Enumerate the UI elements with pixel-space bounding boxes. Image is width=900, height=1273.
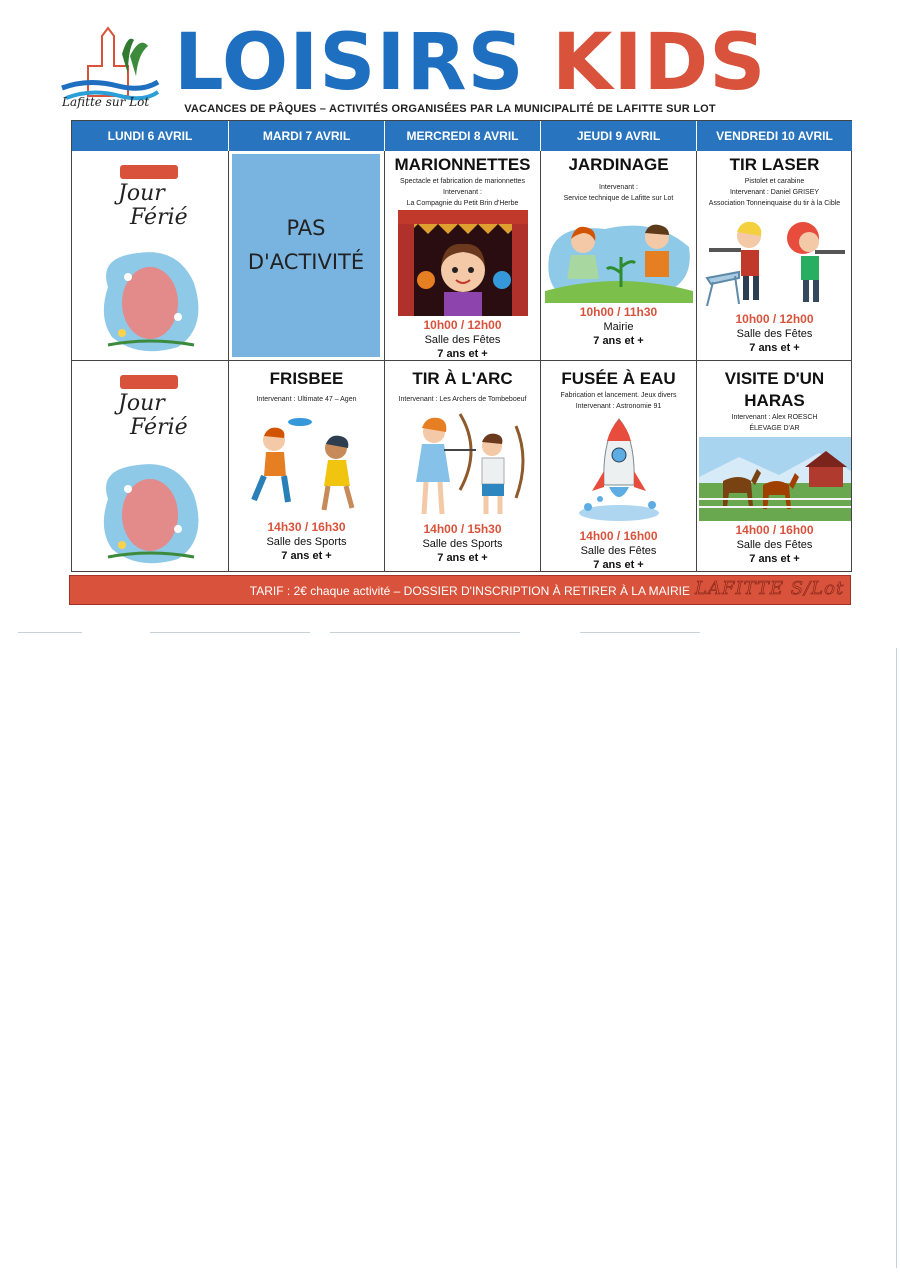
activity-subtitle: Pistolet et carabine	[744, 178, 805, 185]
activity-subtitle: ÉLEVAGE D'AR	[749, 425, 800, 432]
puppet-show-illustration	[398, 210, 528, 316]
page-subtitle: VACANCES DE PÂQUES – ACTIVITÉS ORGANISÉES PAR LA MUNICIPALITÉ DE LAFITTE SUR LOT	[184, 103, 716, 115]
day-header-monday: LUNDI 6 AVRIL	[72, 121, 229, 151]
scan-artifact-edge	[896, 648, 897, 1268]
ferie-word-jour: Jour	[118, 181, 165, 206]
activity-age: 7 ans et +	[281, 550, 332, 562]
easter-egg-icon	[98, 459, 202, 567]
intervenant-name: Intervenant : Ultimate 47 – Agen	[256, 396, 357, 403]
calendar-icon	[120, 375, 178, 389]
pricing-text: TARIF : 2€ chaque activité – DOSSIER D'INSCRIPTION À RETIRER À LA MAIRIE	[249, 584, 690, 598]
ferie-word-ferie: Férié	[130, 205, 188, 230]
cell-tir-a-l-arc	[385, 361, 541, 572]
activity-title-line1: VISITE D'UN	[724, 369, 825, 388]
no-activity-block	[232, 154, 380, 357]
activity-time: 10h00 / 12h00	[423, 318, 502, 332]
title-word-kids: KIDS	[552, 18, 767, 108]
no-activity-line2: D'ACTIVITÉ	[247, 250, 365, 274]
intervenant-label: Intervenant :	[599, 184, 638, 191]
cell-marionnettes	[385, 151, 541, 361]
water-rocket-illustration	[564, 415, 674, 527]
scan-artifact-line	[18, 632, 82, 633]
jour-ferie-block	[72, 151, 229, 361]
cell-fusee-a-eau	[541, 361, 697, 572]
cell-tuesday-morning	[229, 151, 385, 361]
cell-tir-laser	[697, 151, 852, 361]
activity-age: 7 ans et +	[593, 559, 644, 571]
intervenant-label: Intervenant :	[443, 189, 482, 196]
day-header-friday: VENDREDI 10 AVRIL	[697, 121, 852, 151]
activity-place: Salle des Fêtes	[736, 328, 813, 340]
activity-place: Salle des Fêtes	[736, 539, 813, 551]
activity-subtitle: Spectacle et fabrication de marionnettes	[400, 178, 525, 185]
activity-time: 14h00 / 15h30	[423, 522, 502, 536]
day-header-tuesday: MARDI 7 AVRIL	[229, 121, 385, 151]
day-header-thursday: JEUDI 9 AVRIL	[541, 121, 697, 151]
activity-time: 10h00 / 12h00	[735, 312, 814, 326]
handwritten-stamp: LAFITTE S/Lot	[695, 578, 845, 599]
activity-place: Salle des Fêtes	[580, 545, 657, 557]
intervenant-name: Intervenant : Alex ROESCH	[731, 414, 818, 421]
intervenant-name: La Compagnie du Petit Brin d'Herbe	[406, 200, 519, 207]
gardening-illustration	[545, 207, 693, 303]
activity-title: JARDINAGE	[568, 155, 669, 174]
activity-age: 7 ans et +	[593, 335, 644, 347]
cell-monday-morning	[72, 151, 229, 361]
scan-artifact-line	[150, 632, 310, 633]
pricing-banner	[69, 575, 851, 605]
activity-place: Salle des Sports	[422, 538, 503, 550]
activity-age: 7 ans et +	[749, 342, 800, 354]
activity-place: Mairie	[603, 321, 634, 333]
activity-age: 7 ans et +	[437, 348, 488, 360]
activity-time: 14h00 / 16h00	[579, 529, 658, 543]
activity-title: MARIONNETTES	[394, 155, 531, 174]
title-word-loisirs: LOISIRS	[174, 18, 525, 108]
ferie-word-jour: Jour	[118, 391, 165, 416]
archery-illustration	[398, 410, 528, 520]
jour-ferie-block	[72, 361, 229, 572]
activity-time: 14h30 / 16h30	[267, 520, 346, 534]
intervenant-name: Intervenant : Astronomie 91	[575, 403, 662, 410]
laser-shooting-illustration	[705, 212, 845, 310]
cell-jardinage	[541, 151, 697, 361]
activity-time: 10h00 / 11h30	[579, 305, 658, 319]
activity-title: FRISBEE	[269, 369, 344, 388]
activity-age: 7 ans et +	[749, 553, 800, 565]
activity-time: 14h00 / 16h00	[735, 523, 814, 537]
activity-place: Salle des Fêtes	[424, 334, 501, 346]
schedule-table	[71, 120, 852, 572]
easter-egg-icon	[98, 247, 202, 355]
page-title	[170, 18, 770, 108]
activity-title: TIR LASER	[729, 155, 820, 174]
activity-place: Salle des Sports	[266, 536, 347, 548]
activity-title-line2: HARAS	[744, 391, 805, 410]
ferie-word-ferie: Férié	[130, 415, 188, 440]
cell-monday-afternoon	[72, 361, 229, 572]
intervenant-name: Service technique de Lafitte sur Lot	[563, 195, 674, 202]
day-header-wednesday: MERCREDI 8 AVRIL	[385, 121, 541, 151]
frisbee-illustration	[244, 410, 370, 518]
scan-artifact-line	[580, 632, 700, 633]
activity-age: 7 ans et +	[437, 552, 488, 564]
logo-caption: Lafitte sur Lot	[62, 95, 150, 109]
activity-title: FUSÉE À EAU	[561, 369, 676, 388]
intervenant-label: Intervenant : Daniel GRISEY	[729, 189, 820, 196]
activity-subtitle: Fabrication et lancement. Jeux divers	[560, 392, 677, 399]
horse-farm-illustration	[699, 437, 851, 521]
activity-title: TIR À L'ARC	[412, 369, 513, 388]
calendar-icon	[120, 165, 178, 179]
cell-frisbee	[229, 361, 385, 572]
no-activity-line1: PAS	[286, 216, 326, 240]
scan-artifact-line	[330, 632, 520, 633]
intervenant-name: Association Tonneinquaise du tir à la Cible	[708, 200, 841, 207]
cell-visite-haras	[697, 361, 852, 572]
intervenant-name: Intervenant : Les Archers de Tombeboeuf	[398, 396, 527, 403]
